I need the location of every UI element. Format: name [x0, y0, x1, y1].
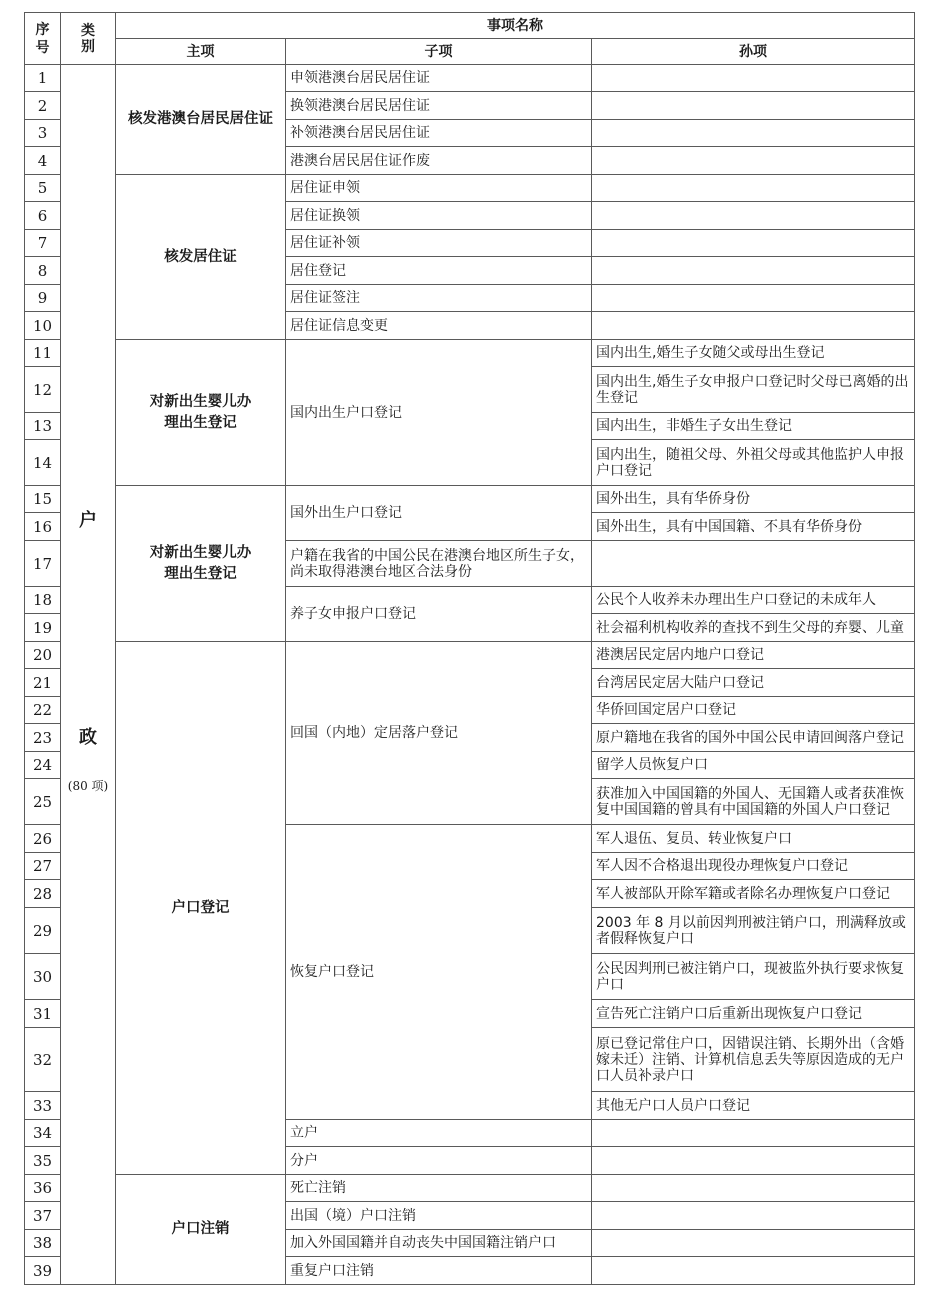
header-row-bottom — [25, 39, 915, 65]
grand-item — [592, 1202, 915, 1230]
sub-item: 出国（境）户口注销 — [286, 1202, 592, 1230]
row-number: 3 — [25, 120, 61, 147]
sub-item: 港澳台居民居住证作废 — [286, 147, 592, 175]
row-number: 34 — [25, 1120, 61, 1147]
row-number: 25 — [25, 779, 61, 825]
sub-item: 换领港澳台居民居住证 — [286, 92, 592, 120]
grand-item: 原户籍地在我省的国外中国公民申请回闽落户登记 — [592, 724, 915, 752]
grand-item: 国内出生，非婚生子女出生登记 — [592, 413, 915, 440]
grand-item: 留学人员恢复户口 — [592, 752, 915, 779]
row-number: 21 — [25, 669, 61, 697]
grand-item — [592, 1230, 915, 1257]
row-number: 19 — [25, 614, 61, 642]
row-number: 37 — [25, 1202, 61, 1230]
table-row — [25, 340, 915, 367]
row-number: 16 — [25, 513, 61, 541]
grand-item: 公民个人收养未办理出生户口登记的未成年人 — [592, 587, 915, 614]
grand-item: 宣告死亡注销户口后重新出现恢复户口登记 — [592, 1000, 915, 1028]
grand-item — [592, 1147, 915, 1175]
row-number: 8 — [25, 257, 61, 285]
service-items-table — [24, 12, 915, 1285]
header-category — [61, 13, 116, 65]
main-item-text: 对新出生婴儿办理出生登记 — [149, 393, 252, 431]
main-item-text: 对新出生婴儿办理出生登记 — [149, 544, 252, 582]
grand-item — [592, 147, 915, 175]
sub-item: 国内出生户口登记 — [286, 340, 592, 486]
grand-item: 军人因不合格退出现役办理恢复户口登记 — [592, 853, 915, 880]
grand-item — [592, 285, 915, 312]
sub-item: 回国（内地）定居落户登记 — [286, 642, 592, 825]
grand-item: 华侨回国定居户口登记 — [592, 697, 915, 724]
category-cell — [61, 65, 116, 1285]
table-row — [25, 1175, 915, 1202]
grand-item: 国外出生，具有华侨身份 — [592, 486, 915, 513]
main-item: 户口登记 — [116, 642, 286, 1175]
sub-item: 户籍在我省的中国公民在港澳台地区所生子女，尚未取得港澳台地区合法身份 — [286, 541, 592, 587]
table-row — [25, 65, 915, 92]
row-number: 30 — [25, 954, 61, 1000]
grand-item: 国内出生,婚生子女随父或母出生登记 — [592, 340, 915, 367]
sub-item: 居住证换领 — [286, 202, 592, 230]
grand-item — [592, 1120, 915, 1147]
grand-item — [592, 257, 915, 285]
row-number: 23 — [25, 724, 61, 752]
row-number: 12 — [25, 367, 61, 413]
sub-item: 申领港澳台居民居住证 — [286, 65, 592, 92]
sub-item: 恢复户口登记 — [286, 825, 592, 1120]
main-item: 户口注销 — [116, 1175, 286, 1285]
category-char-hu: 户 — [79, 510, 97, 531]
grand-item — [592, 1175, 915, 1202]
grand-item — [592, 202, 915, 230]
grand-item: 军人退伍、复员、转业恢复户口 — [592, 825, 915, 853]
row-number: 7 — [25, 230, 61, 257]
main-item: 核发居住证 — [116, 175, 286, 340]
sub-item: 养子女申报户口登记 — [286, 587, 592, 642]
sub-item: 居住证信息变更 — [286, 312, 592, 340]
sub-item: 国外出生户口登记 — [286, 486, 592, 541]
grand-item: 国内出生,婚生子女申报户口登记时父母已离婚的出生登记 — [592, 367, 915, 413]
main-item — [116, 486, 286, 642]
category-count: (80 项) — [67, 779, 109, 793]
row-number: 33 — [25, 1092, 61, 1120]
grand-item — [592, 65, 915, 92]
main-item — [116, 340, 286, 486]
row-number: 6 — [25, 202, 61, 230]
grand-item — [592, 230, 915, 257]
grand-item: 港澳居民定居内地户口登记 — [592, 642, 915, 669]
header-seq: 序号 — [25, 13, 61, 65]
sub-item: 居住登记 — [286, 257, 592, 285]
row-number: 2 — [25, 92, 61, 120]
row-number: 32 — [25, 1028, 61, 1092]
grand-item: 国外出生，具有中国国籍、不具有华侨身份 — [592, 513, 915, 541]
service-items-table-sheet — [24, 12, 914, 1285]
row-number: 35 — [25, 1147, 61, 1175]
row-number: 4 — [25, 147, 61, 175]
table-row — [25, 486, 915, 513]
row-number: 24 — [25, 752, 61, 779]
grand-item: 国内出生，随祖父母、外祖父母或其他监护人申报户口登记 — [592, 440, 915, 486]
row-number: 15 — [25, 486, 61, 513]
row-number: 31 — [25, 1000, 61, 1028]
sub-item: 加入外国国籍并自动丧失中国国籍注销户口 — [286, 1230, 592, 1257]
row-number: 1 — [25, 65, 61, 92]
row-number: 18 — [25, 587, 61, 614]
row-number: 27 — [25, 853, 61, 880]
row-number: 5 — [25, 175, 61, 202]
row-number: 22 — [25, 697, 61, 724]
sub-item: 居住证申领 — [286, 175, 592, 202]
row-number: 29 — [25, 908, 61, 954]
header-category-text: 类别 — [81, 22, 95, 55]
grand-item: 军人被部队开除军籍或者除名办理恢复户口登记 — [592, 880, 915, 908]
grand-item — [592, 1257, 915, 1285]
grand-item: 获准加入中国国籍的外国人、无国籍人或者获准恢复中国国籍的曾具有中国国籍的外国人户口登记 — [592, 779, 915, 825]
header-grand: 孙项 — [592, 39, 915, 65]
sub-item: 立户 — [286, 1120, 592, 1147]
header-sub: 子项 — [286, 39, 592, 65]
row-number: 17 — [25, 541, 61, 587]
table-row — [25, 175, 915, 202]
sub-item: 死亡注销 — [286, 1175, 592, 1202]
grand-item — [592, 92, 915, 120]
sub-item: 居住证补领 — [286, 230, 592, 257]
grand-item: 台湾居民定居大陆户口登记 — [592, 669, 915, 697]
sub-item: 分户 — [286, 1147, 592, 1175]
row-number: 36 — [25, 1175, 61, 1202]
row-number: 38 — [25, 1230, 61, 1257]
main-item: 核发港澳台居民居住证 — [116, 65, 286, 175]
row-number: 28 — [25, 880, 61, 908]
grand-item: 2003 年 8 月以前因判刑被注销户口，刑满释放或者假释恢复户口 — [592, 908, 915, 954]
grand-item — [592, 541, 915, 587]
grand-item: 公民因判刑已被注销户口，现被监外执行要求恢复户口 — [592, 954, 915, 1000]
header-main: 主项 — [116, 39, 286, 65]
row-number: 13 — [25, 413, 61, 440]
row-number: 39 — [25, 1257, 61, 1285]
category-char-zheng: 政 — [79, 727, 97, 748]
grand-item — [592, 312, 915, 340]
sub-item: 补领港澳台居民居住证 — [286, 120, 592, 147]
grand-item: 其他无户口人员户口登记 — [592, 1092, 915, 1120]
row-number: 26 — [25, 825, 61, 853]
sub-item: 居住证签注 — [286, 285, 592, 312]
row-number: 20 — [25, 642, 61, 669]
header-row-top — [25, 13, 915, 39]
grand-item — [592, 175, 915, 202]
grand-item: 原已登记常住户口，因错误注销、长期外出（含婚嫁未迁）注销、计算机信息丢失等原因造成的无户口人员补录户口 — [592, 1028, 915, 1092]
grand-item: 社会福利机构收养的查找不到生父母的弃婴、儿童 — [592, 614, 915, 642]
row-number: 9 — [25, 285, 61, 312]
table-row — [25, 642, 915, 669]
header-item-name: 事项名称 — [116, 13, 915, 39]
sub-item: 重复户口注销 — [286, 1257, 592, 1285]
grand-item — [592, 120, 915, 147]
row-number: 10 — [25, 312, 61, 340]
row-number: 11 — [25, 340, 61, 367]
row-number: 14 — [25, 440, 61, 486]
